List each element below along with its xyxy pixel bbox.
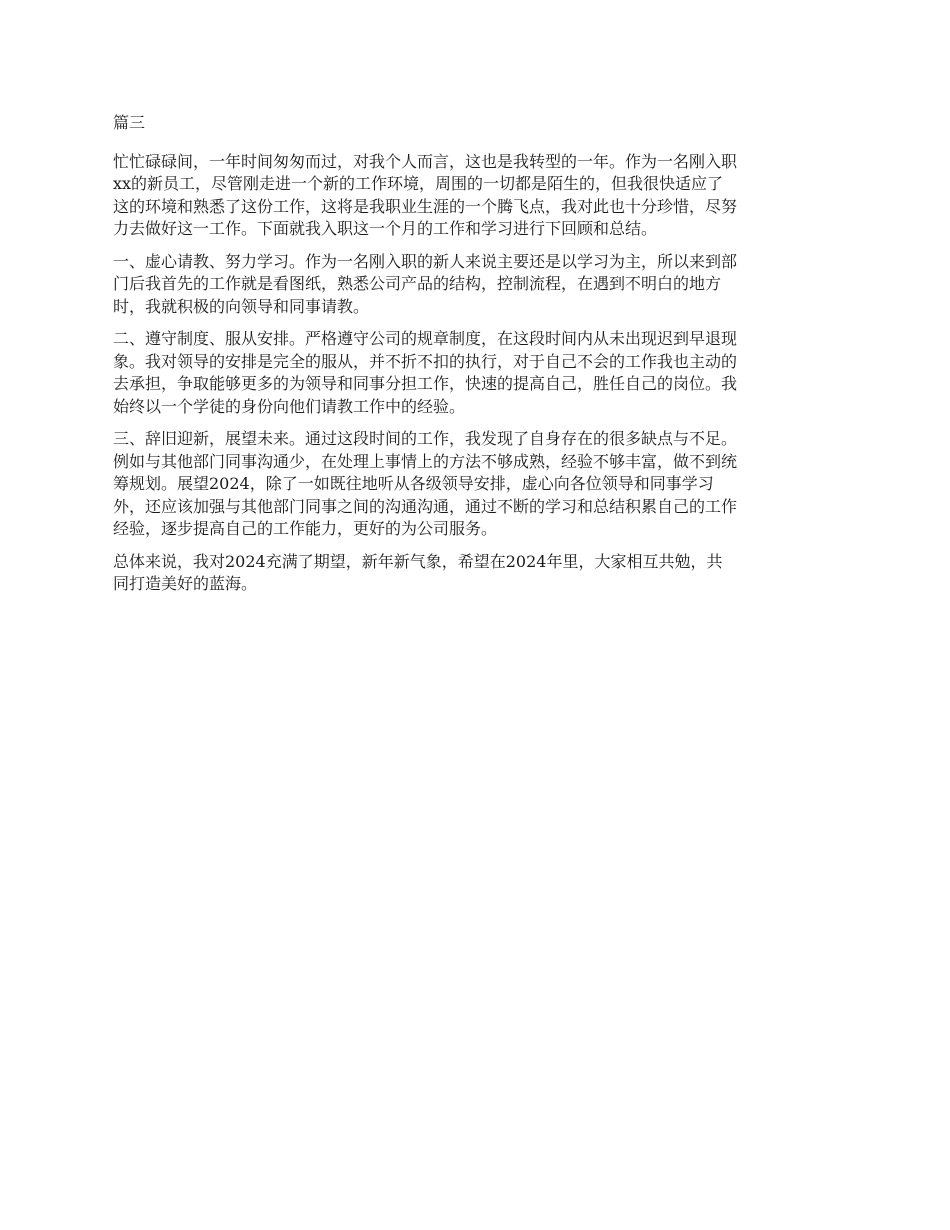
paragraph-section-1	[113, 251, 843, 319]
text-line: 时，我就积极的向领导和同事请教。	[113, 296, 370, 316]
text-line: 门后我首先的工作就是看图纸，熟悉公司产品的结构，控制流程，在遇到不明白的地方	[113, 274, 722, 293]
text-line: 象。我对领导的安排是完全的服从，并不折不扣的执行，对于自己不会的工作我也主动的	[113, 351, 738, 371]
text-line: 力去做好这一工作。下面就我入职这一个月的工作和学习进行下回顾和总结。	[113, 219, 658, 238]
text-line: 二、遵守制度、服从安排。严格遵守公司的规章制度，在这段时间内从未出现迟到早退现	[113, 329, 738, 348]
text-line: 经验，逐步提高自己的工作能力，更好的为公司服务。	[113, 519, 498, 538]
section-heading: 篇三	[113, 113, 146, 132]
paragraph-section-3	[113, 428, 843, 541]
text-line: xx的新员工，尽管刚走进一个新的工作环境，周围的一切都是陌生的，但我很快适应了	[113, 174, 724, 193]
paragraph-intro	[113, 151, 843, 241]
text-line: 例如与其他部门同事沟通少，在处理上事情上的方法不够成熟，经验不够丰富，做不到统	[113, 451, 738, 471]
text-line: 这的环境和熟悉了这份工作，这将是我职业生涯的一个腾飞点，我对此也十分珍惜，尽努	[113, 196, 738, 216]
paragraph-conclusion	[113, 551, 843, 596]
text-line: 三、辞旧迎新，展望未来。通过这段时间的工作，我发现了自身存在的很多缺点与不足。	[113, 429, 738, 448]
text-line: 去承担，争取能够更多的为领导和同事分担工作，快速的提高自己，胜任自己的岗位。我	[113, 374, 738, 393]
document-body	[113, 112, 843, 606]
text-line: 忙忙碌碌间，一年时间匆匆而过，对我个人而言，这也是我转型的一年。作为一名刚入职	[113, 151, 738, 171]
text-line: 筹规划。展望2024，除了一如既往地听从各级领导安排，虚心向各位领导和同事学习	[113, 474, 714, 493]
text-line: 外，还应该加强与其他部门同事之间的沟通沟通，通过不断的学习和总结积累自己的工作	[113, 496, 738, 516]
text-line: 同打造美好的蓝海。	[113, 574, 258, 593]
paragraph-section-2	[113, 328, 843, 418]
text-line: 一、虚心请教、努力学习。作为一名刚入职的新人来说主要还是以学习为主，所以来到部	[113, 251, 738, 271]
text-line: 始终以一个学徒的身份向他们请教工作中的经验。	[113, 396, 466, 416]
text-line: 总体来说，我对2024充满了期望，新年新气象，希望在2024年里，大家相互共勉，共	[113, 551, 723, 571]
